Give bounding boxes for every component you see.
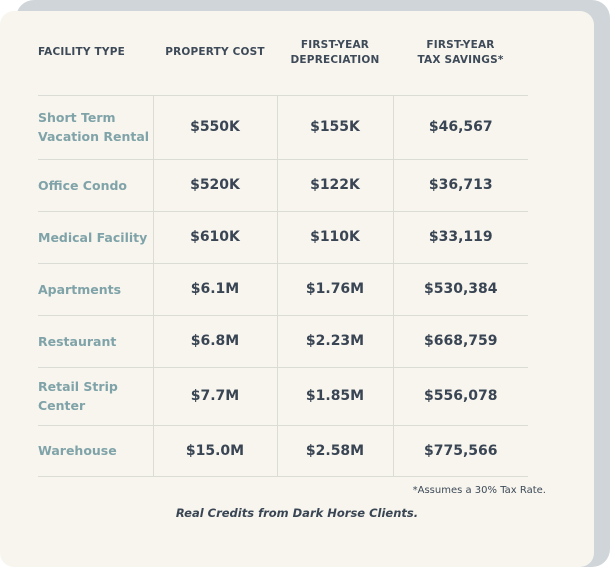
table-row	[38, 315, 528, 367]
table-row	[38, 367, 528, 425]
depreciation-cell: $122K	[277, 159, 393, 211]
property-cost-cell: $15.0M	[153, 425, 277, 476]
property-cost-cell: $550K	[153, 95, 277, 159]
header-first-year-tax-savings: FIRST-YEAR TAX SAVINGS*	[417, 38, 504, 66]
tax-savings-cell: $775,566	[393, 425, 528, 476]
property-cost-cell: $6.8M	[153, 315, 277, 367]
facility-cell: Apartments	[38, 263, 153, 315]
tax-savings-cell: $668,759	[393, 315, 528, 367]
depreciation-cell: $1.85M	[277, 367, 393, 425]
tax-savings-cell: $46,567	[393, 95, 528, 159]
facility-cell: Retail Strip Center	[38, 367, 153, 425]
credits-table	[38, 11, 528, 477]
table-row	[38, 95, 528, 159]
property-cost-cell: $6.1M	[153, 263, 277, 315]
tax-savings-cell: $33,119	[393, 211, 528, 263]
depreciation-cell: $155K	[277, 95, 393, 159]
depreciation-cell: $110K	[277, 211, 393, 263]
tax-savings-cell: $36,713	[393, 159, 528, 211]
tax-savings-cell: $556,078	[393, 367, 528, 425]
table-header-row	[38, 11, 528, 95]
property-cost-cell: $610K	[153, 211, 277, 263]
tax-savings-cell: $530,384	[393, 263, 528, 315]
property-cost-cell: $520K	[153, 159, 277, 211]
property-cost-cell: $7.7M	[153, 367, 277, 425]
depreciation-cell: $2.23M	[277, 315, 393, 367]
header-first-year-depreciation: FIRST-YEAR DEPRECIATION	[290, 38, 380, 66]
caption: Real Credits from Dark Horse Clients.	[175, 506, 419, 520]
cost-segregation-card	[0, 11, 594, 567]
facility-cell: Office Condo	[38, 159, 153, 211]
header-property-cost: PROPERTY COST	[165, 46, 265, 59]
table-row	[38, 159, 528, 211]
depreciation-cell: $1.76M	[277, 263, 393, 315]
tax-rate-footnote: *Assumes a 30% Tax Rate.	[412, 485, 546, 496]
table-row	[38, 263, 528, 315]
table-row	[38, 425, 528, 476]
facility-cell: Warehouse	[38, 425, 153, 476]
facility-cell: Restaurant	[38, 315, 153, 367]
table-row	[38, 211, 528, 263]
facility-cell: Short Term Vacation Rental	[38, 95, 153, 159]
facility-cell: Medical Facility	[38, 211, 153, 263]
depreciation-cell: $2.58M	[277, 425, 393, 476]
header-facility-type: FACILITY TYPE	[38, 46, 125, 59]
